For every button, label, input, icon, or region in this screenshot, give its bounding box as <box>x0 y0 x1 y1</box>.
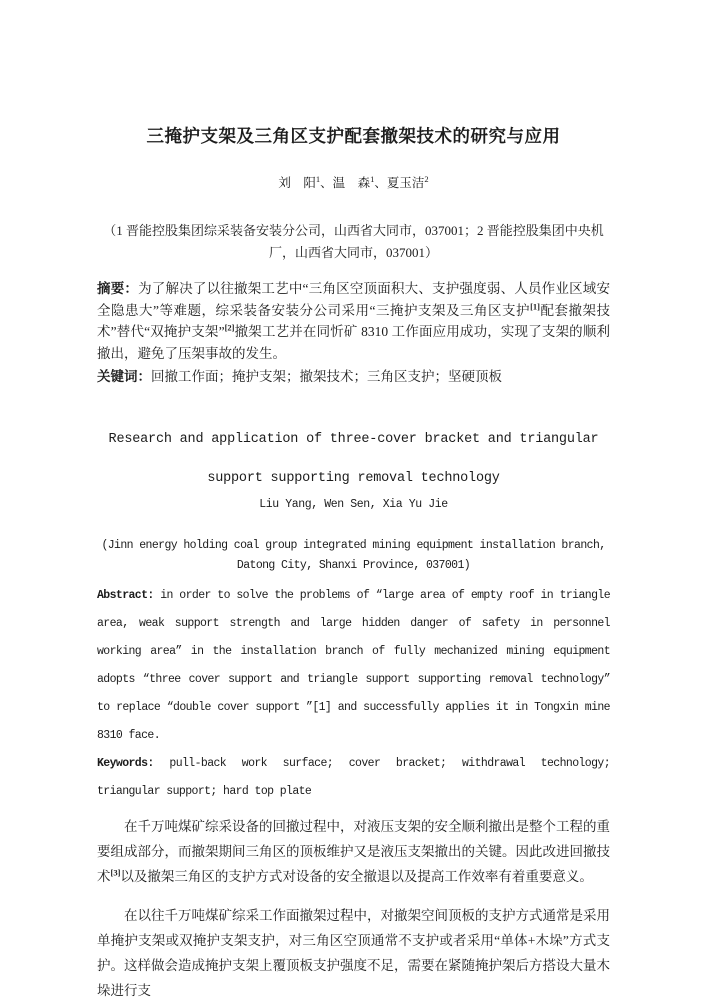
paper-title-english: Research and application of three-cover bracket and triangular support supporting removal technology <box>108 431 599 486</box>
affiliation-chinese: （1 晋能控股集团综采装备安装分公司，山西省大同市，037001；2 晋能控股集团中央机厂，山西省大同市，037001） <box>103 223 604 260</box>
abstract-text-chinese-1: 为了解决了以往撤架工艺中“三角区空顶面积大、支护强度弱、人员作业区域安全隐患大”等难题，综采装备安装分公司采用“三掩护支架及三角区支护 <box>97 281 610 318</box>
body-paragraph-1: 在千万吨煤矿综采设备的回撤过程中，对液压支架的安全顺利撤出是整个工程的重要组成部分，而撤架期间三角区的顶板维护又是液压支架撤出的关键。因此改进回撤技术[3]以及撤架三角区的支护方式对设备的安全撤退以及提高工作效率有着重要意义。 <box>97 818 610 884</box>
citation-mark-2: [2] <box>224 322 235 333</box>
citation-mark-1: [1] <box>530 301 540 311</box>
body-paragraph-2: 在以往千万吨煤矿综采工作面撤架过程中，对撤架空间顶板的支护方式通常是采用单掩护支架或双掩护支架支护，对三角区空顶通常不支护或者采用“单体+木垛”方式支护。这样做会造成掩护支架上覆顶板支护强度不足，需要在紧随掩护架后方搭设大量木垛进行支 <box>97 907 610 998</box>
abstract-text-chinese-3: 撤架工艺并在同忻矿 8310 工作面应用成功，实现了支架的顺利撤出，避免了压架事故的发生。 <box>97 324 610 361</box>
paper-title-chinese: 三掩护支架及三角区支护配套撤架技术的研究与应用 <box>146 126 561 146</box>
author-1-affiliation-mark: 1 <box>315 173 321 184</box>
author-3: 夏玉洁$^2$ <box>386 173 429 190</box>
abstract-text-chinese-2: 配套撤架技术”替代“双掩护支架” <box>97 302 611 339</box>
keywords-label-chinese: 关键词： <box>97 369 151 384</box>
keywords-label-english: Keywords: <box>97 756 154 770</box>
abstract-english <box>97 582 610 750</box>
keywords-text-english: pull-back work surface; cover bracket; withdrawal technology; triangular support; hard top plate <box>97 756 610 798</box>
authors-chinese <box>97 174 610 192</box>
keywords-chinese <box>97 366 610 388</box>
abstract-chinese <box>97 278 610 364</box>
affiliation-english: (Jinn energy holding coal group integrated mining equipment installation branch, Datong City, Shanxi Province, 037001) <box>101 538 606 572</box>
authors-english: Liu Yang, Wen Sen, Xia Yu Jie <box>259 497 448 511</box>
citation-mark-3: [3] <box>110 867 121 877</box>
body-text <box>97 814 610 1003</box>
abstract-label-chinese: 摘要： <box>97 281 139 296</box>
abstract-text-english: in order to solve the problems of “large area of empty roof in triangle area, weak support strength and large hidden danger of safety in personnel working area” in the installation branch of fully mechanized mining equipment adopts “three cover support and triangle support supporting removal technology” to replace “double cover support ”[1] and successfully applies it in Tongxin mine 8310 face. <box>97 588 610 742</box>
author-1: 刘 阳$^1$、 <box>278 173 333 190</box>
keywords-english <box>97 750 610 806</box>
author-3-affiliation-mark: 2 <box>424 173 429 184</box>
keywords-text-chinese: 回撤工作面；掩护支架；撤架技术；三角区支护；坚硬顶板 <box>151 369 502 384</box>
abstract-label-english: Abstract: <box>97 588 154 602</box>
author-2: 温 森$^1$、 <box>332 173 387 190</box>
author-2-affiliation-mark: 1 <box>370 173 375 184</box>
